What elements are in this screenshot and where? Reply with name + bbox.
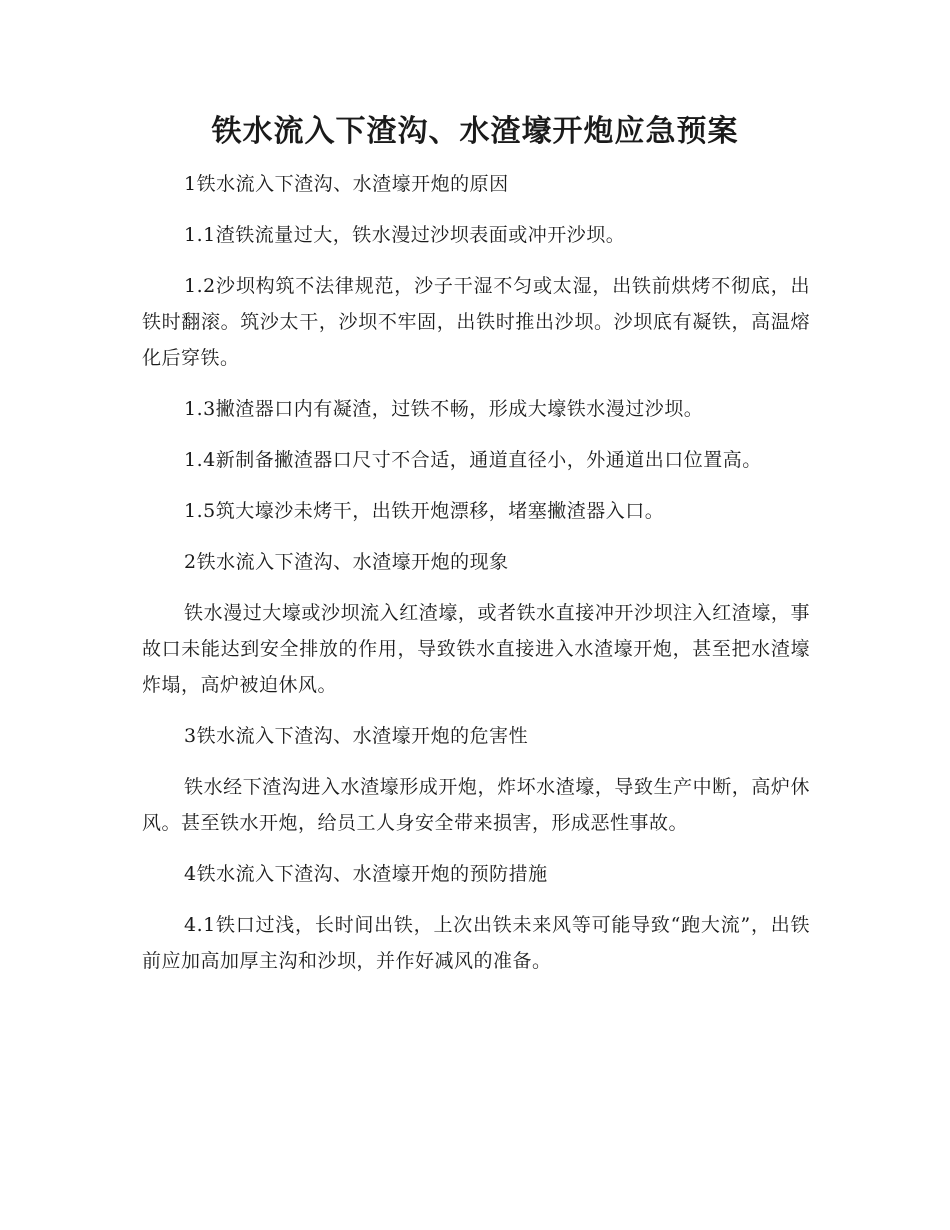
document-body <box>142 166 810 994</box>
section-heading-prevention: 4铁水流入下渣沟、水渣壕开炮的预防措施 <box>184 863 548 885</box>
document-title: 铁水流入下渣沟、水渣壕开炮应急预案 <box>211 114 739 149</box>
paragraph-phenomena: 铁水漫过大壕或沙坝流入红渣壕，或者铁水直接冲开沙坝注入红渣壕，事故口未能达到安全排放的作用，导致铁水直接进入水渣壕开炮，甚至把水渣壕炸塌，高炉被迫休风。 <box>142 602 810 696</box>
paragraph-cause-1-2: 1.2沙坝构筑不法律规范，沙子干湿不匀或太湿，出铁前烘烤不彻底，出铁时翻滚。筑沙太干，沙坝不牢固，出铁时推出沙坝。沙坝底有凝铁，高温熔化后穿铁。 <box>142 275 810 369</box>
paragraph-hazards: 铁水经下渣沟进入水渣壕形成开炮，炸坏水渣壕，导致生产中断，高炉休风。甚至铁水开炮，给员工人身安全带来损害，形成恶性事故。 <box>142 776 810 834</box>
paragraph-cause-1-1: 1.1渣铁流量过大，铁水漫过沙坝表面或冲开沙坝。 <box>184 224 626 246</box>
section-heading-phenomena: 2铁水流入下渣沟、水渣壕开炮的现象 <box>184 551 509 573</box>
paragraph-cause-1-4: 1.4新制备撇渣器口尺寸不合适，通道直径小，外通道出口位置高。 <box>184 449 762 471</box>
paragraph-cause-1-5: 1.5筑大壕沙未烤干，出铁开炮漂移，堵塞撇渣器入口。 <box>184 500 665 522</box>
paragraph-prevention-4-1: 4.1铁口过浅，长时间出铁，上次出铁未来风等可能导致“跑大流”，出铁前应加高加厚主沟和沙坝，并作好减风的准备。 <box>142 914 810 972</box>
section-heading-causes: 1铁水流入下渣沟、水渣壕开炮的原因 <box>184 173 509 195</box>
paragraph-cause-1-3: 1.3撇渣器口内有凝渣，过铁不畅，形成大壕铁水漫过沙坝。 <box>184 398 704 420</box>
section-heading-hazards: 3铁水流入下渣沟、水渣壕开炮的危害性 <box>184 725 529 747</box>
